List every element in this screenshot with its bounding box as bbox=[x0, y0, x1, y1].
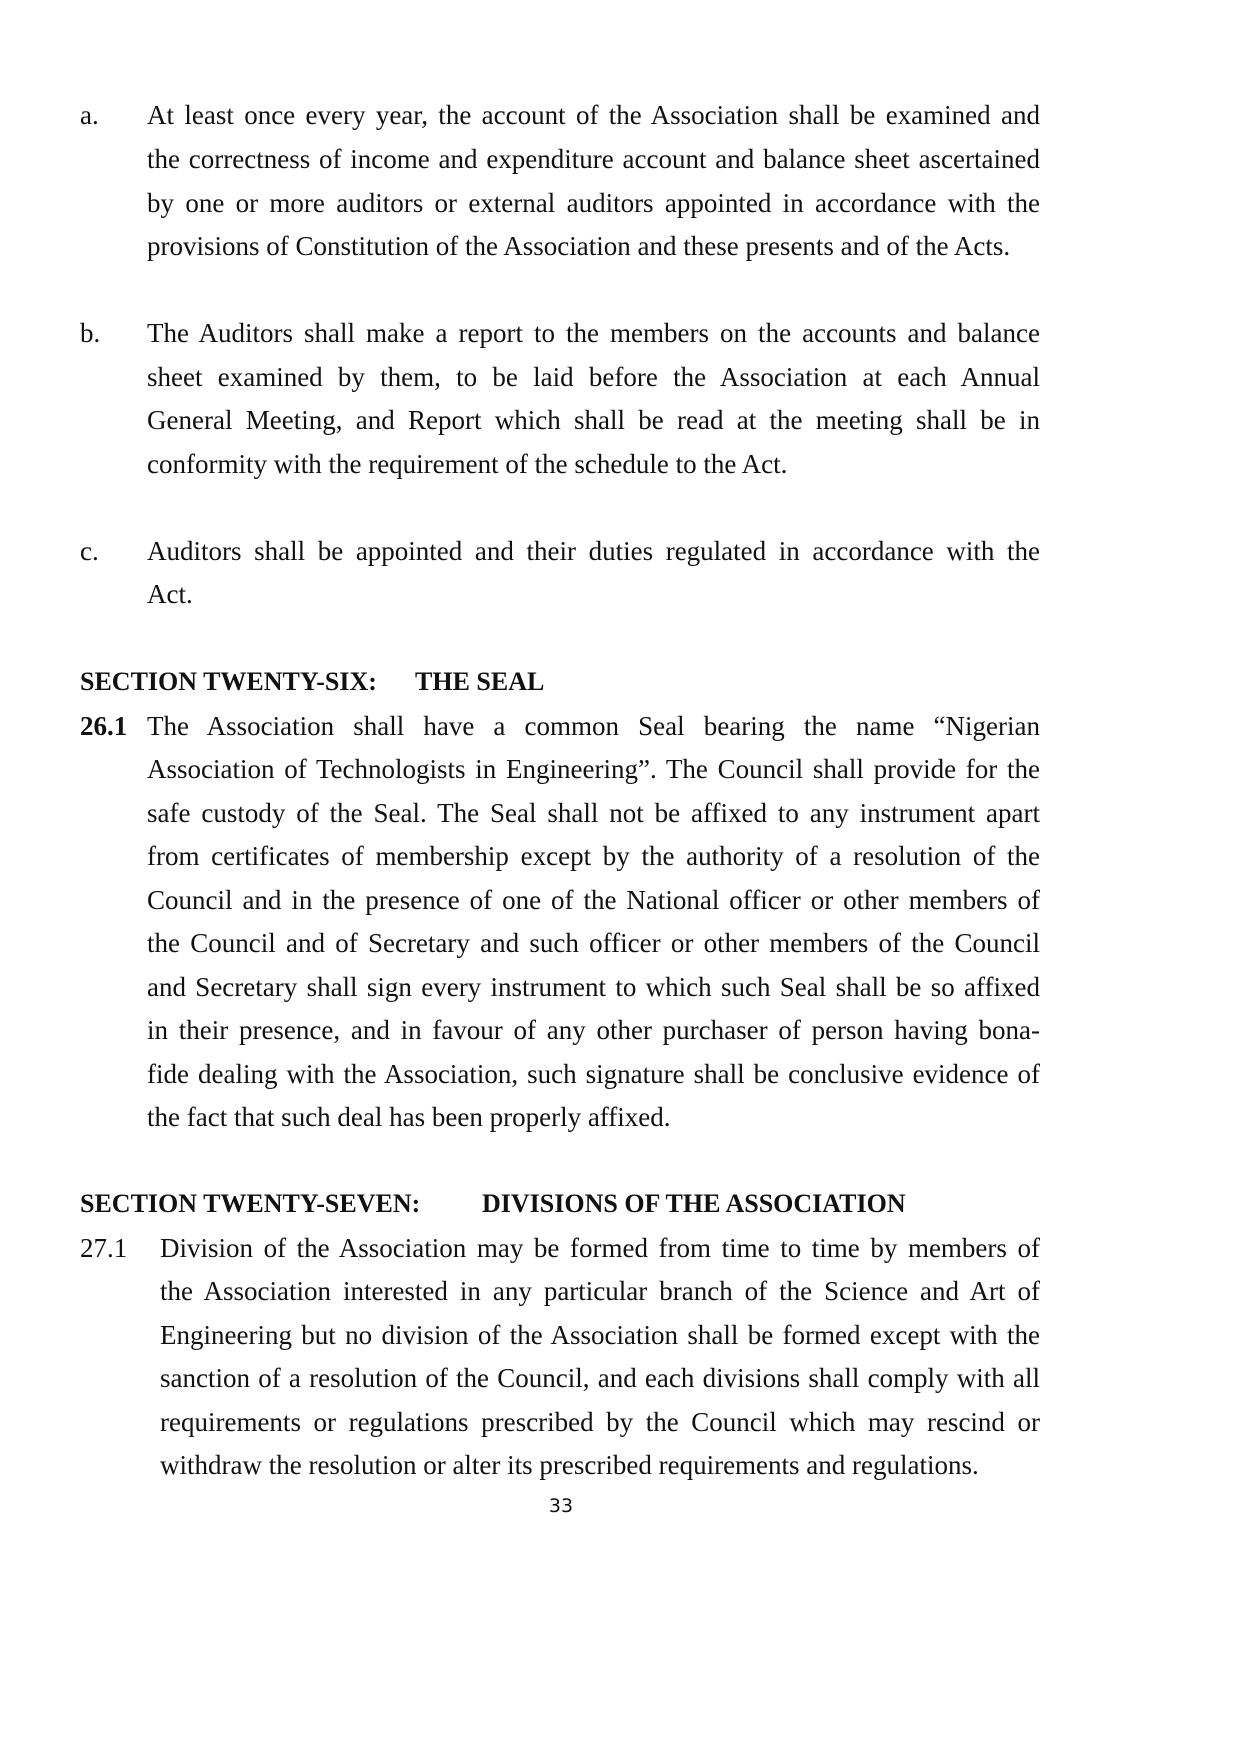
clause-label: 27.1 bbox=[80, 1233, 128, 1263]
clause-26-1-line-5: Council and in the presence of one of the National officer or other members of bbox=[147, 885, 1040, 915]
clause-26-1-line-9: fide dealing with the Association, such signature shall be conclusive evidence of bbox=[147, 1059, 1040, 1089]
section-heading-title: DIVISIONS OF THE ASSOCIATION bbox=[482, 1189, 906, 1218]
item-c-line-1: Auditors shall be appointed and their duties regulated in accordance with the bbox=[147, 536, 1040, 566]
item-b-line-1: The Auditors shall make a report to the members on the accounts and balance bbox=[147, 318, 1040, 348]
clause-26-1-line-8: in their presence, and in favour of any other purchaser of person having bona- bbox=[147, 1015, 1040, 1045]
page-number: 33 bbox=[548, 1495, 574, 1517]
clause-26-1-line-10: the fact that such deal has been properly affixed. bbox=[147, 1102, 671, 1132]
clause-27-1-line-6: withdraw the resolution or alter its prescribed requirements and regulations. bbox=[160, 1450, 979, 1480]
clause-26-1-line-7: and Secretary shall sign every instrument to which such Seal shall be so affixed bbox=[147, 972, 1040, 1002]
item-b-line-3: General Meeting, and Report which shall be read at the meeting shall be in bbox=[147, 405, 1040, 435]
item-a-line-1: At least once every year, the account of the Association shall be examined and bbox=[147, 100, 1040, 130]
clause-27-1-line-4: sanction of a resolution of the Council, and each divisions shall comply with all bbox=[160, 1363, 1040, 1393]
clause-27-1-line-1: Division of the Association may be formed from time to time by members of bbox=[160, 1233, 1040, 1263]
item-c-line-2: Act. bbox=[147, 579, 193, 609]
item-b-line-4: conformity with the requirement of the schedule to the Act. bbox=[147, 449, 788, 479]
section-heading-title: THE SEAL bbox=[415, 667, 545, 696]
item-a-line-4: provisions of Constitution of the Association and these presents and of the Acts. bbox=[147, 231, 1011, 261]
clause-label: 26.1 bbox=[80, 711, 128, 741]
item-b-line-2: sheet examined by them, to be laid before the Association at each Annual bbox=[147, 362, 1040, 392]
clause-26-1-line-3: safe custody of the Seal. The Seal shall not be affixed to any instrument apart bbox=[147, 798, 1040, 828]
section-heading-number: SECTION TWENTY-SIX: bbox=[80, 667, 377, 696]
clause-27-1-line-2: the Association interested in any particular branch of the Science and Art of bbox=[160, 1276, 1040, 1306]
item-label: a. bbox=[80, 100, 99, 130]
clause-26-1-line-1: The Association shall have a common Seal bearing the name “Nigerian bbox=[147, 711, 1040, 741]
section-heading-number: SECTION TWENTY-SEVEN: bbox=[80, 1189, 421, 1218]
item-a-line-3: by one or more auditors or external auditors appointed in accordance with the bbox=[147, 188, 1040, 218]
clause-26-1-line-2: Association of Technologists in Engineering”. The Council shall provide for the bbox=[147, 754, 1040, 784]
item-label: c. bbox=[80, 536, 99, 566]
item-a-line-2: the correctness of income and expenditure account and balance sheet ascertained bbox=[147, 144, 1040, 174]
clause-26-1-line-6: the Council and of Secretary and such officer or other members of the Council bbox=[147, 928, 1040, 958]
item-label: b. bbox=[80, 318, 101, 348]
clause-26-1-line-4: from certificates of membership except by the authority of a resolution of the bbox=[147, 841, 1040, 871]
clause-27-1-line-5: requirements or regulations prescribed by the Council which may rescind or bbox=[160, 1407, 1040, 1437]
clause-27-1-line-3: Engineering but no division of the Association shall be formed except with the bbox=[160, 1320, 1040, 1350]
